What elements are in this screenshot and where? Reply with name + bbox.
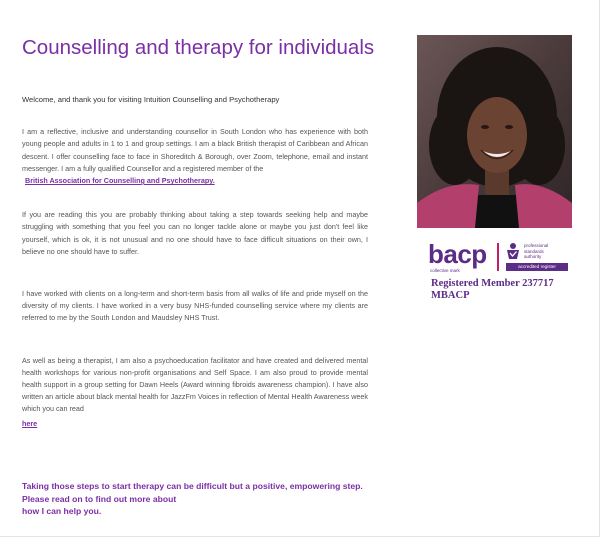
professional-standards-authority-icon (506, 242, 520, 260)
intro-paragraph-2: If you are reading this you are probably thinking about taking a step towards seeking help and maybe struggling with something that you feel you can no longer tackle alone or maybe you just don't feel like yourself, which is ok, it is not unusual and no one should have to face difficult situations on their own, I believe no one should have to suffer. (22, 210, 368, 256)
bacp-badge (428, 240, 578, 280)
psa-text: professional standards authority (524, 243, 549, 259)
bacp-collective-mark: collective mark (430, 268, 460, 273)
intro-column (22, 94, 368, 430)
registered-member-number: Registered Member 237717 (431, 278, 554, 289)
intro-paragraph-4: As well as being a therapist, I am also a psychoeducation facilitator and have created and delivered mental health workshops for various non-profit organisations and Self Space. I am also proud to provide mental health support in a group setting for Dawn Heels (Award winning fibroids awareness champion). I have also written an article about black mental health for JazzFm Voices in reflection of Mental Health Awareness week which you can read (22, 355, 368, 414)
bacp-link[interactable]: British Association for Counselling and Psychotherapy. (25, 176, 215, 186)
membership-type: MBACP (431, 290, 470, 301)
therapist-photo (417, 35, 572, 228)
intro-paragraph-3: I have worked with clients on a long-term and short-term basis from all walks of life and pride myself on the diversity of my clients. I have worked in a very busy NHS-funded counselling service where my clients are referred to me by the South London and Maudsley NHS Trust. (22, 289, 368, 323)
closing-line-1: Taking those steps to start therapy can be difficult but a positive, empowering step. (22, 481, 363, 491)
article-here-link[interactable]: here (22, 418, 38, 428)
page-title: Counselling and therapy for individuals (22, 36, 375, 59)
registration-info (431, 278, 554, 302)
accredited-register-label: accredited register (506, 263, 568, 271)
bacp-wordmark: bacp (428, 239, 487, 269)
closing-call-to-action (22, 480, 402, 518)
intro-paragraph-1: I am a reflective, inclusive and understanding counsellor in South London who has experience with both young people and adults in 1 to 1 and group settings. I am a black British therapist of Caribbean and African descent. I offer counselling face to face in Shoreditch & Borough, over Zoom, telephone, email and instant messenger. I am a fully qualified Counsellor and a registered member of the (22, 127, 368, 173)
closing-line-3: how I can help you. (22, 506, 102, 517)
closing-line-2: Please read on to find out more about (22, 493, 177, 504)
bacp-divider (497, 243, 499, 271)
welcome-text: Welcome, and thank you for visiting Intuition Counselling and Psychotherapy (22, 95, 280, 104)
